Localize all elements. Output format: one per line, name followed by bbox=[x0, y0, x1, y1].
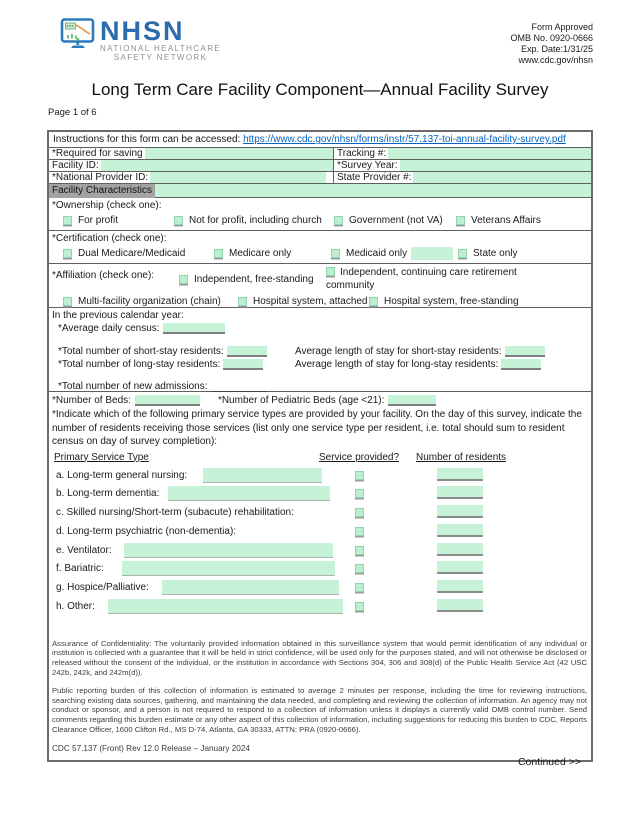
short-stay-alos-input[interactable] bbox=[505, 346, 545, 357]
service-b-residents-input[interactable] bbox=[437, 486, 483, 499]
survey-form-table bbox=[47, 130, 593, 769]
header bbox=[60, 18, 221, 62]
service-row-g bbox=[52, 579, 587, 598]
new-admissions-label: *Total number of new admissions: bbox=[58, 381, 208, 392]
ownership-veterans-affairs-checkbox[interactable] bbox=[456, 216, 465, 225]
certification-medicare-only-checkbox[interactable] bbox=[214, 249, 223, 258]
service-row-e bbox=[52, 542, 587, 561]
service-label: d. Long-term psychiatric (non-dementia): bbox=[56, 525, 237, 537]
monitor-chart-icon bbox=[60, 18, 96, 50]
ownership-for-profit-checkbox[interactable] bbox=[63, 216, 72, 225]
affiliation-option bbox=[326, 266, 548, 292]
tracking-number-label: Tracking #: bbox=[337, 148, 387, 159]
instructions-link[interactable]: https://www.cdc.gov/nhsn/forms/instr/57.137-toi-annual-facility-survey.pdf bbox=[243, 134, 566, 145]
long-stay-total-input[interactable] bbox=[223, 359, 263, 370]
instructions-row bbox=[49, 132, 591, 148]
affiliation-independent-checkbox[interactable] bbox=[179, 275, 188, 284]
average-daily-census-label: *Average daily census: bbox=[58, 323, 160, 334]
nhsn-logo bbox=[60, 18, 221, 62]
service-table-header bbox=[52, 452, 587, 467]
affiliation-option-label: Independent, continuing care retirement community bbox=[326, 267, 517, 291]
service-g-residents-input[interactable] bbox=[437, 580, 483, 593]
service-h-residents-input[interactable] bbox=[437, 599, 483, 612]
average-daily-census-input[interactable] bbox=[163, 323, 225, 334]
number-of-beds-input[interactable] bbox=[135, 395, 200, 406]
affiliation-option-label: Multi-facility organization (chain) bbox=[78, 295, 221, 307]
national-provider-id-label: *National Provider ID: bbox=[52, 172, 149, 183]
service-g-provided-checkbox[interactable] bbox=[355, 583, 364, 592]
service-types-instructions: *Indicate which of the following primary service types are provided by your facility. On the day of this survey, indicate the number of residents receiving those services (list only one service type per resident, i.e. total should sum to resident census on day of survey completion): bbox=[52, 409, 582, 447]
service-g-detail-input[interactable] bbox=[162, 580, 339, 595]
ownership-label: *Ownership (check one): bbox=[52, 200, 162, 211]
affiliation-label: *Affiliation (check one): bbox=[52, 270, 155, 281]
service-b-provided-checkbox[interactable] bbox=[355, 489, 364, 498]
service-e-detail-input[interactable] bbox=[124, 543, 333, 558]
certification-label: *Certification (check one): bbox=[52, 233, 167, 244]
survey-year-label: *Survey Year: bbox=[337, 160, 398, 171]
service-e-provided-checkbox[interactable] bbox=[355, 546, 364, 555]
certification-state-only-checkbox[interactable] bbox=[458, 249, 467, 258]
form-code: CDC 57.137 (Front) Rev 12.0 Release – January 2024 bbox=[52, 744, 250, 754]
service-row-d bbox=[52, 523, 587, 542]
required-for-saving-input[interactable] bbox=[145, 148, 333, 159]
long-stay-alos-input[interactable] bbox=[501, 359, 541, 370]
affiliation-option bbox=[179, 274, 314, 285]
form-approval-block bbox=[510, 22, 593, 66]
service-label: f. Bariatric: bbox=[56, 563, 104, 575]
ownership-option-label: Government (not VA) bbox=[349, 214, 443, 226]
service-label: h. Other: bbox=[56, 601, 95, 613]
ownership-not-for-profit-checkbox[interactable] bbox=[174, 216, 183, 225]
facility-characteristics-header bbox=[49, 184, 591, 198]
certification-option-label: State only bbox=[473, 247, 518, 259]
service-f-residents-input[interactable] bbox=[437, 561, 483, 574]
service-a-residents-input[interactable] bbox=[437, 468, 483, 481]
service-f-detail-input[interactable] bbox=[122, 561, 335, 576]
id-row-3 bbox=[49, 172, 591, 184]
service-d-residents-input[interactable] bbox=[437, 524, 483, 537]
required-for-saving-label: *Required for saving bbox=[52, 148, 143, 159]
affiliation-option-label: Independent, free-standing bbox=[194, 274, 314, 285]
beds-and-services-section bbox=[49, 392, 591, 769]
service-label: c. Skilled nursing/Short-term (subacute) rehabilitation: bbox=[56, 507, 294, 519]
facility-id-label: Facility ID: bbox=[52, 160, 99, 171]
ownership-option-label: For profit bbox=[78, 214, 119, 226]
survey-year-input[interactable] bbox=[400, 160, 591, 171]
logo-subtitle-line1: NATIONAL HEALTHCARE bbox=[100, 44, 222, 53]
service-row-c bbox=[52, 504, 587, 523]
service-label: a. Long-term general nursing: bbox=[56, 469, 188, 481]
page-title: Long Term Care Facility Component—Annual Facility Survey bbox=[91, 80, 549, 99]
service-h-detail-input[interactable] bbox=[108, 599, 343, 614]
ownership-option-label: Not for profit, including church bbox=[189, 214, 322, 226]
logo-wordmark: NHSN bbox=[100, 16, 185, 46]
service-row-h bbox=[52, 598, 587, 617]
affiliation-hospital-free-standing-checkbox[interactable] bbox=[369, 297, 378, 306]
state-provider-input[interactable] bbox=[413, 172, 591, 183]
short-stay-total-label: *Total number of short-stay residents: bbox=[58, 346, 224, 357]
affiliation-ccrc-checkbox[interactable] bbox=[326, 267, 335, 276]
service-row-b bbox=[52, 485, 587, 504]
service-d-provided-checkbox[interactable] bbox=[355, 527, 364, 536]
service-row-f bbox=[52, 560, 587, 579]
number-of-beds-label: *Number of Beds: bbox=[52, 394, 131, 406]
affiliation-multi-facility-checkbox[interactable] bbox=[63, 297, 72, 306]
paperwork-burden-notice: Public reporting burden of this collection of information is estimated to average 2 minutes per response, including the time for reviewing instructions, searching existing data sources, gathering, and maintaining the data needed, and completing and reviewing the collection of information. An agency may not conduct or sponsor, and a person is not required to respond to a collection of information unless it displays a currently valid OMB control number. Send comments regarding this burden estimate or any other aspect of this collection of information, including suggestions for reducing this burden to CDC, Reports Clearance Officer, 1600 Clifton Rd., MS D-74, Atlanta, GA 30333, ATTN: PRA (0920-0666). bbox=[52, 686, 587, 734]
new-admissions-input[interactable] bbox=[211, 382, 266, 392]
short-stay-total-input[interactable] bbox=[227, 346, 267, 357]
column-number-of-residents: Number of residents bbox=[416, 451, 507, 463]
national-provider-id-input[interactable] bbox=[150, 172, 326, 183]
service-a-provided-checkbox[interactable] bbox=[355, 471, 364, 480]
continued-label: Continued >> bbox=[517, 756, 581, 769]
service-label: g. Hospice/Palliative: bbox=[56, 582, 149, 594]
facility-id-input[interactable] bbox=[101, 160, 333, 171]
ownership-section bbox=[49, 198, 591, 231]
certification-option-label: Medicaid only bbox=[346, 247, 408, 259]
confidentiality-notice: Assurance of Confidentiality: The voluntarily provided information obtained in this surveillance system that would permit identification of any individual or institution is collected with a guarantee that it will be held in strict confidence, will be used only for the purposes stated, and will not otherwise be disclosed or released without the consent of the individual, or the institution in accordance with Sections 304, 306 and 308(d) of the Public Health Service Act (42 USC 242b, 242k, and 242m(d)). bbox=[52, 638, 587, 677]
previous-year-heading: In the previous calendar year: bbox=[52, 310, 184, 321]
previous-year-section bbox=[49, 308, 591, 392]
service-f-provided-checkbox[interactable] bbox=[355, 564, 364, 573]
short-stay-alos-label: Average length of stay for short-stay residents: bbox=[295, 346, 502, 357]
pediatric-beds-input[interactable] bbox=[388, 395, 436, 406]
long-stay-alos-label: Average length of stay for long-stay residents: bbox=[295, 359, 499, 370]
affiliation-section bbox=[49, 264, 591, 308]
id-row-2 bbox=[49, 160, 591, 172]
service-e-residents-input[interactable] bbox=[437, 543, 483, 556]
medicaid-only-input[interactable] bbox=[411, 247, 453, 260]
service-h-provided-checkbox[interactable] bbox=[355, 602, 364, 611]
page-number: Page 1 of 6 bbox=[48, 107, 97, 118]
column-service-provided: Service provided? bbox=[319, 451, 400, 463]
id-row-1 bbox=[49, 148, 591, 160]
ownership-government-checkbox[interactable] bbox=[334, 216, 343, 225]
affiliation-hospital-attached-checkbox[interactable] bbox=[238, 297, 247, 306]
service-c-provided-checkbox[interactable] bbox=[355, 508, 364, 517]
long-stay-total-label: *Total number of long-stay residents: bbox=[58, 359, 221, 370]
expiration-date: Exp. Date:1/31/25 bbox=[520, 44, 593, 54]
affiliation-option-label: Hospital system, free-standing bbox=[384, 295, 519, 307]
certification-option-label: Dual Medicare/Medicaid bbox=[78, 247, 186, 259]
form-approved-text: Form Approved bbox=[531, 22, 593, 32]
service-row-a bbox=[52, 467, 587, 486]
service-c-residents-input[interactable] bbox=[437, 505, 483, 518]
facility-characteristics-title: Facility Characteristics bbox=[49, 184, 155, 198]
certification-section bbox=[49, 231, 591, 264]
pediatric-beds-label: *Number of Pediatric Beds (age <21): bbox=[217, 394, 385, 406]
ownership-option-label: Veterans Affairs bbox=[471, 214, 541, 226]
column-primary-service-type: Primary Service Type bbox=[54, 451, 149, 463]
service-b-detail-input[interactable] bbox=[168, 486, 330, 501]
service-label: e. Ventilator: bbox=[56, 544, 112, 556]
logo-subtitle-line2: SAFETY NETWORK bbox=[113, 53, 208, 62]
service-a-detail-input[interactable] bbox=[203, 468, 322, 483]
instructions-text: Instructions for this form can be accessed: bbox=[53, 134, 244, 145]
omb-number: OMB No. 0920-0666 bbox=[510, 33, 593, 43]
tracking-number-input[interactable] bbox=[388, 148, 591, 159]
certification-option-label: Medicare only bbox=[229, 247, 292, 259]
affiliation-option-label: Hospital system, attached bbox=[253, 295, 368, 307]
certification-dual-checkbox[interactable] bbox=[63, 249, 72, 258]
certification-medicaid-only-checkbox[interactable] bbox=[331, 249, 340, 258]
cdc-url: www.cdc.gov/nhsn bbox=[518, 55, 593, 65]
service-label: b. Long-term dementia: bbox=[56, 488, 160, 500]
state-provider-label: State Provider #: bbox=[337, 172, 412, 183]
